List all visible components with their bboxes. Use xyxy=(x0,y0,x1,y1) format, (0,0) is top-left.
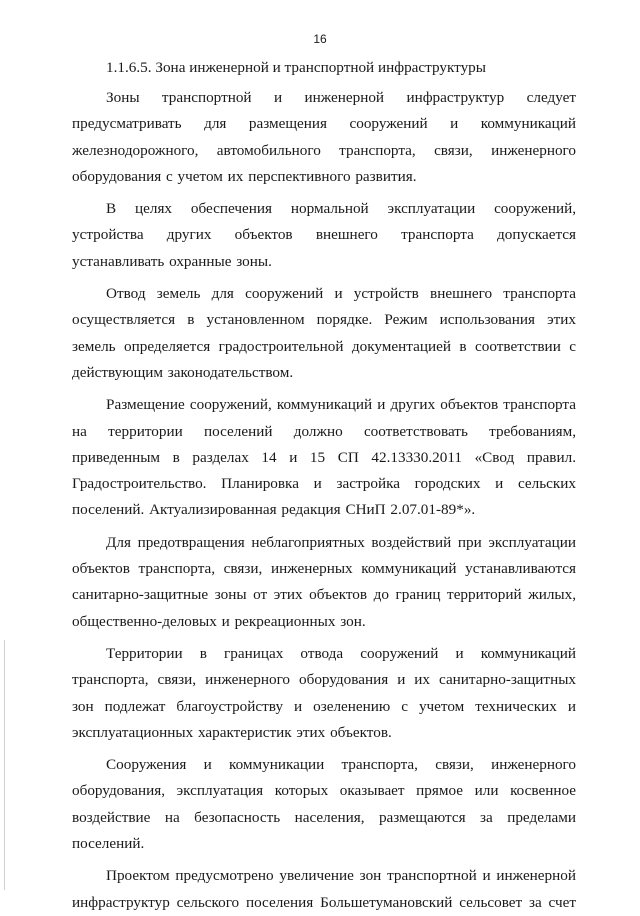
page-body xyxy=(72,55,576,916)
paragraph: Проектом предусмотрено увеличение зон транспортной и инженерной инфраструктур сельского поселения Большетумановский сельсовет за счет xyxy=(72,867,576,911)
paragraph: В целях обеспечения нормальной эксплуатации сооружений, устройства других объектов внешнего транспорта допускается устанавливать охранные зоны. xyxy=(72,200,576,270)
paragraph: Территории в границах отвода сооружений и коммуникаций транспорта, связи, инженерного оборудования и их санитарно-защитных зон подлежат благоустройству и озеленению с учетом технических и эксплуатационных характеристик этих объектов. xyxy=(72,644,576,741)
scan-edge-mark xyxy=(4,640,5,890)
paragraph: Отвод земель для сооружений и устройств внешнего транспорта осуществляется в установленном порядке. Режим использования этих земель определяется градостроительной документацией в соответствии с действующим законодательством. xyxy=(72,285,576,381)
paragraph: Сооружения и коммуникации транспорта, связи, инженерного оборудования, эксплуатация которых оказывает прямое или косвенное воздействие на безопасность населения, размещаются за пределами поселений. xyxy=(72,756,576,853)
paragraph: Зоны транспортной и инженерной инфраструктур следует предусматривать для размещения сооружений и коммуникаций железнодорожного, автомобильного транспорта, связи, инженерного оборудования с учетом их перспективного развития. xyxy=(72,89,576,185)
paragraph: Для предотвращения неблагоприятных воздействий при эксплуатации объектов транспорта, связи, инженерных коммуникаций устанавливаются санитарно-защитные зоны от этих объектов до границ территорий жилых, общественно-деловых и рекреационных зон. xyxy=(72,533,576,630)
paragraph: Размещение сооружений, коммуникаций и других объектов транспорта на территории поселений должно соответствовать требованиям, приведенным в разделах 14 и 15 СП 42.13330.2011 «Свод правил. Градостроительство. Планировка и застройка городских и сельских поселений. Актуализированная редакция СНиП 2.07.01-89*». xyxy=(72,396,576,519)
section-heading: 1.1.6.5. Зона инженерной и транспортной инфраструктуры xyxy=(106,59,486,76)
page-number: 16 xyxy=(313,32,327,46)
